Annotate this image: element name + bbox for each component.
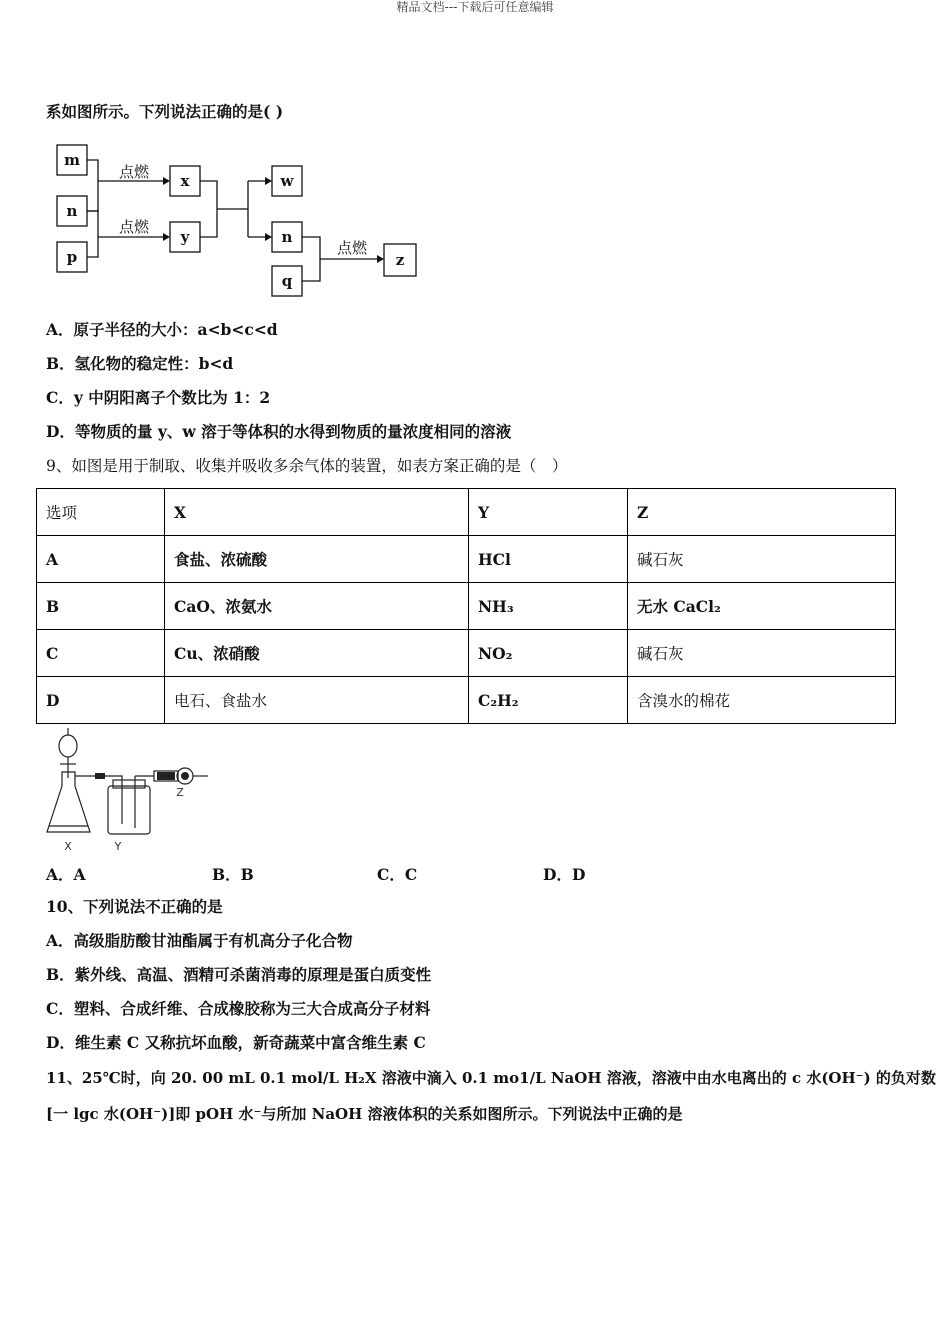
svg-text:w: w [280, 172, 294, 190]
table-cell: CaO、浓氨水 [165, 583, 469, 630]
svg-text:n: n [281, 228, 293, 246]
svg-text:z: z [395, 251, 405, 269]
table-row [37, 536, 896, 583]
table-cell: D [37, 677, 165, 724]
q9-choice-d: D．D [543, 865, 586, 884]
q10-option-d: D．维生素 C 又称抗坏血酸，新奇蔬菜中富含维生素 C [46, 1033, 426, 1052]
svg-text:y: y [180, 228, 190, 246]
q9-choice-b: B．B [212, 865, 254, 884]
table-cell: C₂H₂ [469, 677, 628, 724]
table-header: Z [628, 489, 896, 536]
table-cell: 食盐、浓硫酸 [165, 536, 469, 583]
page-header: 精品文档---下载后可任意编辑 [396, 0, 554, 14]
q8-option-c: C．y 中阴阳离子个数比为 1：2 [46, 388, 271, 407]
table-cell: 含溴水的棉花 [628, 677, 896, 724]
gas-apparatus-illustration [40, 726, 215, 856]
q9-choice-a: A．A [46, 865, 86, 884]
q10-option-b: B．紫外线、高温、酒精可杀菌消毒的原理是蛋白质变性 [46, 965, 432, 984]
q10-stem: 10、下列说法不正确的是 [46, 897, 223, 916]
label-z: Z [176, 786, 184, 799]
table-cell: B [37, 583, 165, 630]
q11-line-2: [一 lgc 水(OH⁻)]即 pOH 水⁻与所加 NaOH 溶液体积的关系如图所示。下列说法中正确的是 [46, 1105, 683, 1123]
q8-option-b: B．氢化物的稳定性：b<d [46, 354, 234, 373]
svg-text:q: q [281, 272, 293, 290]
table-header: X [165, 489, 469, 536]
svg-text:n: n [66, 202, 78, 220]
table-row [37, 630, 896, 677]
table-cell: HCl [469, 536, 628, 583]
q8-option-d: D．等物质的量 y、w 溶于等体积的水得到物质的量浓度相同的溶液 [46, 422, 512, 441]
svg-text:点燃: 点燃 [118, 163, 150, 181]
svg-text:x: x [180, 172, 190, 190]
table-row [37, 677, 896, 724]
table-cell: NH₃ [469, 583, 628, 630]
table-cell: C [37, 630, 165, 677]
table-row [37, 583, 896, 630]
label-y: Y [114, 840, 122, 853]
q9-stem: 9、如图是用于制取、收集并吸收多余气体的装置，如表方案正确的是（ ） [46, 457, 568, 475]
reaction-diagram [52, 140, 422, 300]
q10-option-c: C．塑料、合成纤维、合成橡胶称为三大合成高分子材料 [46, 999, 431, 1018]
table-cell: 碱石灰 [628, 630, 896, 677]
label-x: X [64, 840, 72, 853]
table-header: 选项 [37, 489, 165, 536]
table-header: Y [469, 489, 628, 536]
q9-options-table [36, 488, 896, 724]
q8-option-a: A．原子半径的大小：a<b<c<d [46, 320, 278, 339]
table-cell: 电石、食盐水 [165, 677, 469, 724]
svg-text:p: p [66, 248, 78, 266]
svg-text:点燃: 点燃 [336, 239, 368, 257]
table-cell: 无水 CaCl₂ [628, 583, 896, 630]
svg-text:点燃: 点燃 [118, 218, 150, 236]
q8-intro: 系如图所示。下列说法正确的是( ) [46, 102, 284, 121]
q11-line-1: 11、25℃时，向 20. 00 mL 0.1 mol/L H₂X 溶液中滴入 0.1 mo1/L NaOH 溶液，溶液中由水电离出的 c 水(OH⁻) 的负对数 [46, 1069, 936, 1087]
table-cell: Cu、浓硝酸 [165, 630, 469, 677]
table-cell: A [37, 536, 165, 583]
q10-option-a: A．高级脂肪酸甘油酯属于有机高分子化合物 [46, 931, 353, 950]
table-cell: 碱石灰 [628, 536, 896, 583]
svg-text:m: m [64, 151, 80, 169]
table-header-row [37, 489, 896, 536]
table-cell: NO₂ [469, 630, 628, 677]
q9-choice-c: C．C [377, 865, 418, 884]
